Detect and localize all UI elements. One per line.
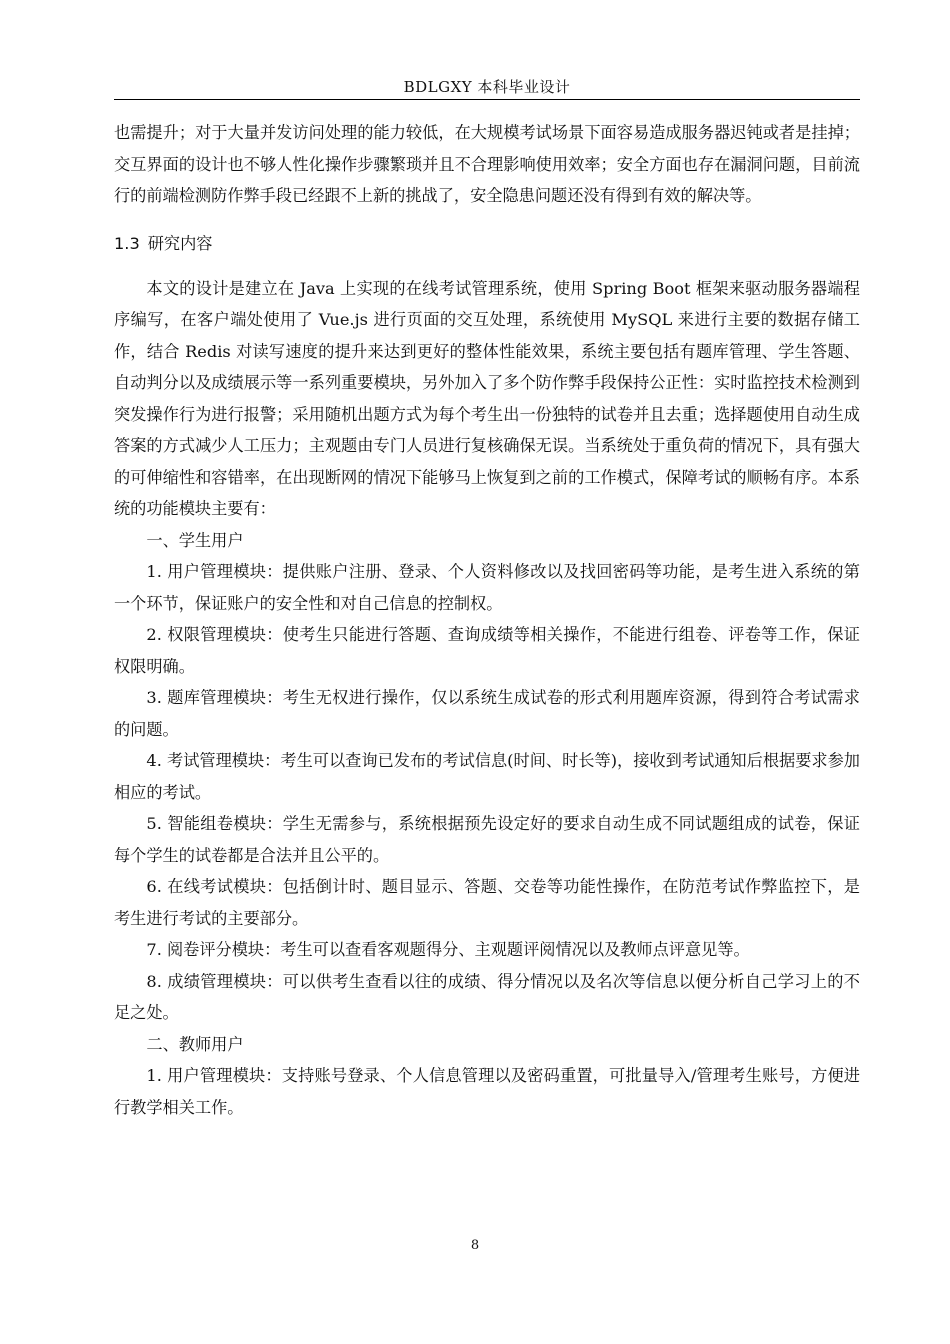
list-item: 1. 用户管理模块：支持账号登录、个人信息管理以及密码重置，可批量导入/管理考生账号，方便进行教学相关工作。	[114, 1066, 860, 1117]
list-item: 6. 在线考试模块：包括倒计时、题目显示、答题、交卷等功能性操作，在防范考试作弊监控下，是考生进行考试的主要部分。	[114, 877, 860, 928]
intro-paragraph: 本文的设计是建立在 Java 上实现的在线考试管理系统，使用 Spring Boot 框架来驱动服务器端程序编写，在客户端处使用了 Vue.js 进行页面的交互处理，系统使用 MySQL 来进行主要的数据存储工作，结合 Redis 对读写速度的提升来达到更好的整体性能效果，系统主要包括有题库管理、学生答题、自动判分以及成绩展示等一系列重要模块，另外加入了多个防作弊手段保持公正性：实时监控技术检测到突发操作行为进行报警；采用随机出题方式为每个考生出一份独特的试卷并且去重；选择题使用自动生成答案的方式减少人工压力；主观题由专门人员进行复核确保无误。当系统处于重负荷的情况下，具有强大的可伸缩性和容错率，在出现断网的情况下能够马上恢复到之前的工作模式，保障考试的顺畅有序。本系统的功能模块主要有：	[114, 278, 860, 518]
student-heading: 一、学生用户	[146, 530, 244, 550]
section-title: 研究内容	[147, 233, 213, 253]
list-item: 8. 成绩管理模块：可以供考生查看以往的成绩、得分情况以及名次等信息以便分析自己学习上的不足之处。	[114, 971, 860, 1022]
list-item: 3. 题库管理模块：考生无权进行操作，仅以系统生成试卷的形式利用题库资源，得到符合考试需求的问题。	[114, 688, 860, 739]
running-header: BDLGXY 本科毕业设计	[403, 78, 571, 96]
section-heading	[114, 229, 860, 259]
teacher-heading: 二、教师用户	[146, 1034, 244, 1054]
body-text	[114, 117, 860, 1123]
list-item: 4. 考试管理模块：考生可以查询已发布的考试信息(时间、时长等)，接收到考试通知后根据要求参加相应的考试。	[114, 751, 860, 802]
list-item: 7. 阅卷评分模块：考生可以查看客观题得分、主观题评阅情况以及教师点评意见等。	[146, 940, 750, 959]
paragraph: 也需提升；对于大量并发访问处理的能力较低，在大规模考试场景下面容易造成服务器迟钝或者是挂掉；交互界面的设计也不够人性化操作步骤繁琐并且不合理影响使用效率；安全方面也存在漏洞问题，目前流行的前端检测防作弊手段已经跟不上新的挑战了，安全隐患问题还没有得到有效的解决等。	[114, 123, 860, 205]
section-number: 1.3	[114, 233, 140, 253]
list-item: 2. 权限管理模块：使考生只能进行答题、查询成绩等相关操作，不能进行组卷、评卷等工作，保证权限明确。	[114, 625, 860, 676]
page-number: 8	[470, 1238, 480, 1253]
list-item: 5. 智能组卷模块：学生无需参与，系统根据预先设定好的要求自动生成不同试题组成的试卷，保证每个学生的试卷都是合法并且公平的。	[114, 814, 860, 865]
header-rule	[114, 99, 860, 100]
list-item: 1. 用户管理模块：提供账户注册、登录、个人资料修改以及找回密码等功能，是考生进入系统的第一个环节，保证账户的安全性和对自己信息的控制权。	[114, 562, 860, 613]
